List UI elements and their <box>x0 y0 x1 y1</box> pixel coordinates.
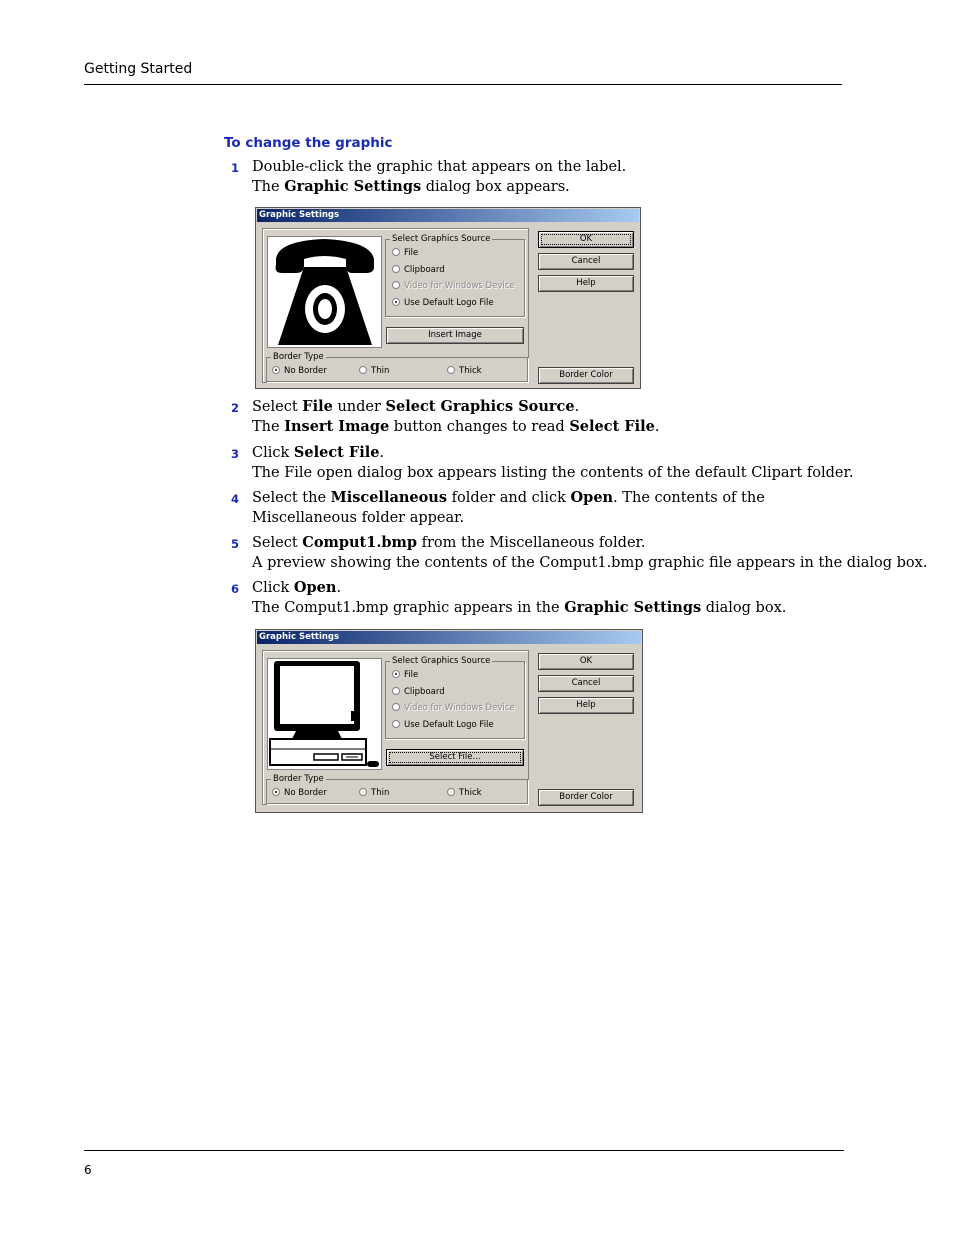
radio-icon <box>392 670 400 678</box>
group-title: Border Type <box>273 774 324 784</box>
step-3 <box>224 443 854 483</box>
radio-default-logo[interactable]: Use Default Logo File <box>392 719 494 731</box>
radio-icon <box>392 248 400 256</box>
radio-icon <box>447 788 455 796</box>
step-number: 2 <box>231 401 240 415</box>
step-5 <box>224 533 928 573</box>
radio-clipboard[interactable]: Clipboard <box>392 686 445 698</box>
radio-icon <box>359 366 367 374</box>
preview-image <box>267 236 382 348</box>
graphics-source-group <box>385 656 525 739</box>
step-result: The Graphic Settings dialog box appears. <box>252 178 570 195</box>
cancel-button[interactable]: Cancel <box>538 675 634 692</box>
step-text: Select Comput1.bmp from the Miscellaneous folder. <box>252 534 646 551</box>
radio-thin[interactable]: Thin <box>359 365 389 377</box>
preview-image <box>267 658 382 770</box>
header-rule <box>84 84 842 85</box>
border-color-button[interactable]: Border Color <box>538 367 634 384</box>
graphic-settings-dialog-2 <box>255 629 643 813</box>
help-button[interactable]: Help <box>538 275 634 292</box>
radio-thick[interactable]: Thick <box>447 787 482 799</box>
section-heading: To change the graphic <box>224 135 393 151</box>
step-result: The Comput1.bmp graphic appears in the Graphic Settings dialog box. <box>252 599 787 616</box>
insert-image-button[interactable]: Insert Image <box>386 327 524 344</box>
group-title: Select Graphics Source <box>392 656 491 666</box>
border-type-group <box>266 774 528 804</box>
ok-button[interactable]: OK <box>538 231 634 248</box>
footer-rule <box>84 1150 844 1151</box>
step-number: 4 <box>231 492 240 506</box>
step-1 <box>224 157 844 197</box>
step-text: Select File under Select Graphics Source. <box>252 398 580 415</box>
radio-file[interactable]: File <box>392 247 418 259</box>
radio-default-logo[interactable]: Use Default Logo File <box>392 297 494 309</box>
computer-icon <box>268 659 381 769</box>
select-file-button[interactable]: Select File... <box>386 749 524 766</box>
step-number: 6 <box>231 582 240 596</box>
help-button[interactable]: Help <box>538 697 634 714</box>
step-6 <box>224 578 844 618</box>
step-text: Click Open. <box>252 579 342 596</box>
radio-icon <box>359 788 367 796</box>
radio-clipboard[interactable]: Clipboard <box>392 264 445 276</box>
page-number: 6 <box>84 1163 92 1177</box>
radio-thick[interactable]: Thick <box>447 365 482 377</box>
graphic-settings-dialog-1 <box>255 207 641 389</box>
step-text: Double-click the graphic that appears on the label. <box>252 159 627 175</box>
radio-video-device: Video for Windows Device <box>392 280 515 292</box>
preview-panel <box>262 650 529 805</box>
cancel-button[interactable]: Cancel <box>538 253 634 270</box>
step-number: 5 <box>231 537 240 551</box>
radio-no-border[interactable]: No Border <box>272 787 327 799</box>
radio-icon <box>392 720 400 728</box>
radio-video-device: Video for Windows Device <box>392 702 515 714</box>
radio-icon <box>392 298 400 306</box>
radio-thin[interactable]: Thin <box>359 787 389 799</box>
step-text: Select the Miscellaneous folder and click Open. The contents of the Miscellaneous folder appear. <box>252 489 765 526</box>
telephone-icon <box>268 237 381 347</box>
radio-icon <box>272 366 280 374</box>
graphics-source-group <box>385 234 525 317</box>
step-number: 3 <box>231 447 240 461</box>
step-4 <box>224 488 844 528</box>
group-title: Select Graphics Source <box>392 234 491 244</box>
radio-file[interactable]: File <box>392 669 418 681</box>
page-header: Getting Started <box>84 61 193 77</box>
radio-icon <box>447 366 455 374</box>
radio-icon <box>392 703 400 711</box>
step-result: The File open dialog box appears listing the contents of the default Clipart folder. <box>252 465 854 481</box>
radio-icon <box>392 281 400 289</box>
step-result: The Insert Image button changes to read Select File. <box>252 418 660 435</box>
preview-panel <box>262 228 529 383</box>
step-2 <box>224 397 844 437</box>
step-number: 1 <box>231 161 240 175</box>
radio-no-border[interactable]: No Border <box>272 365 327 377</box>
radio-icon <box>392 265 400 273</box>
step-result: A preview showing the contents of the Comput1.bmp graphic file appears in the dialog box. <box>252 555 928 571</box>
dialog-title: Graphic Settings <box>257 209 639 222</box>
radio-icon <box>392 687 400 695</box>
step-text: Click Select File. <box>252 444 385 461</box>
border-type-group <box>266 352 528 382</box>
group-title: Border Type <box>273 352 324 362</box>
radio-icon <box>272 788 280 796</box>
dialog-title: Graphic Settings <box>257 631 641 644</box>
ok-button[interactable]: OK <box>538 653 634 670</box>
border-color-button[interactable]: Border Color <box>538 789 634 806</box>
